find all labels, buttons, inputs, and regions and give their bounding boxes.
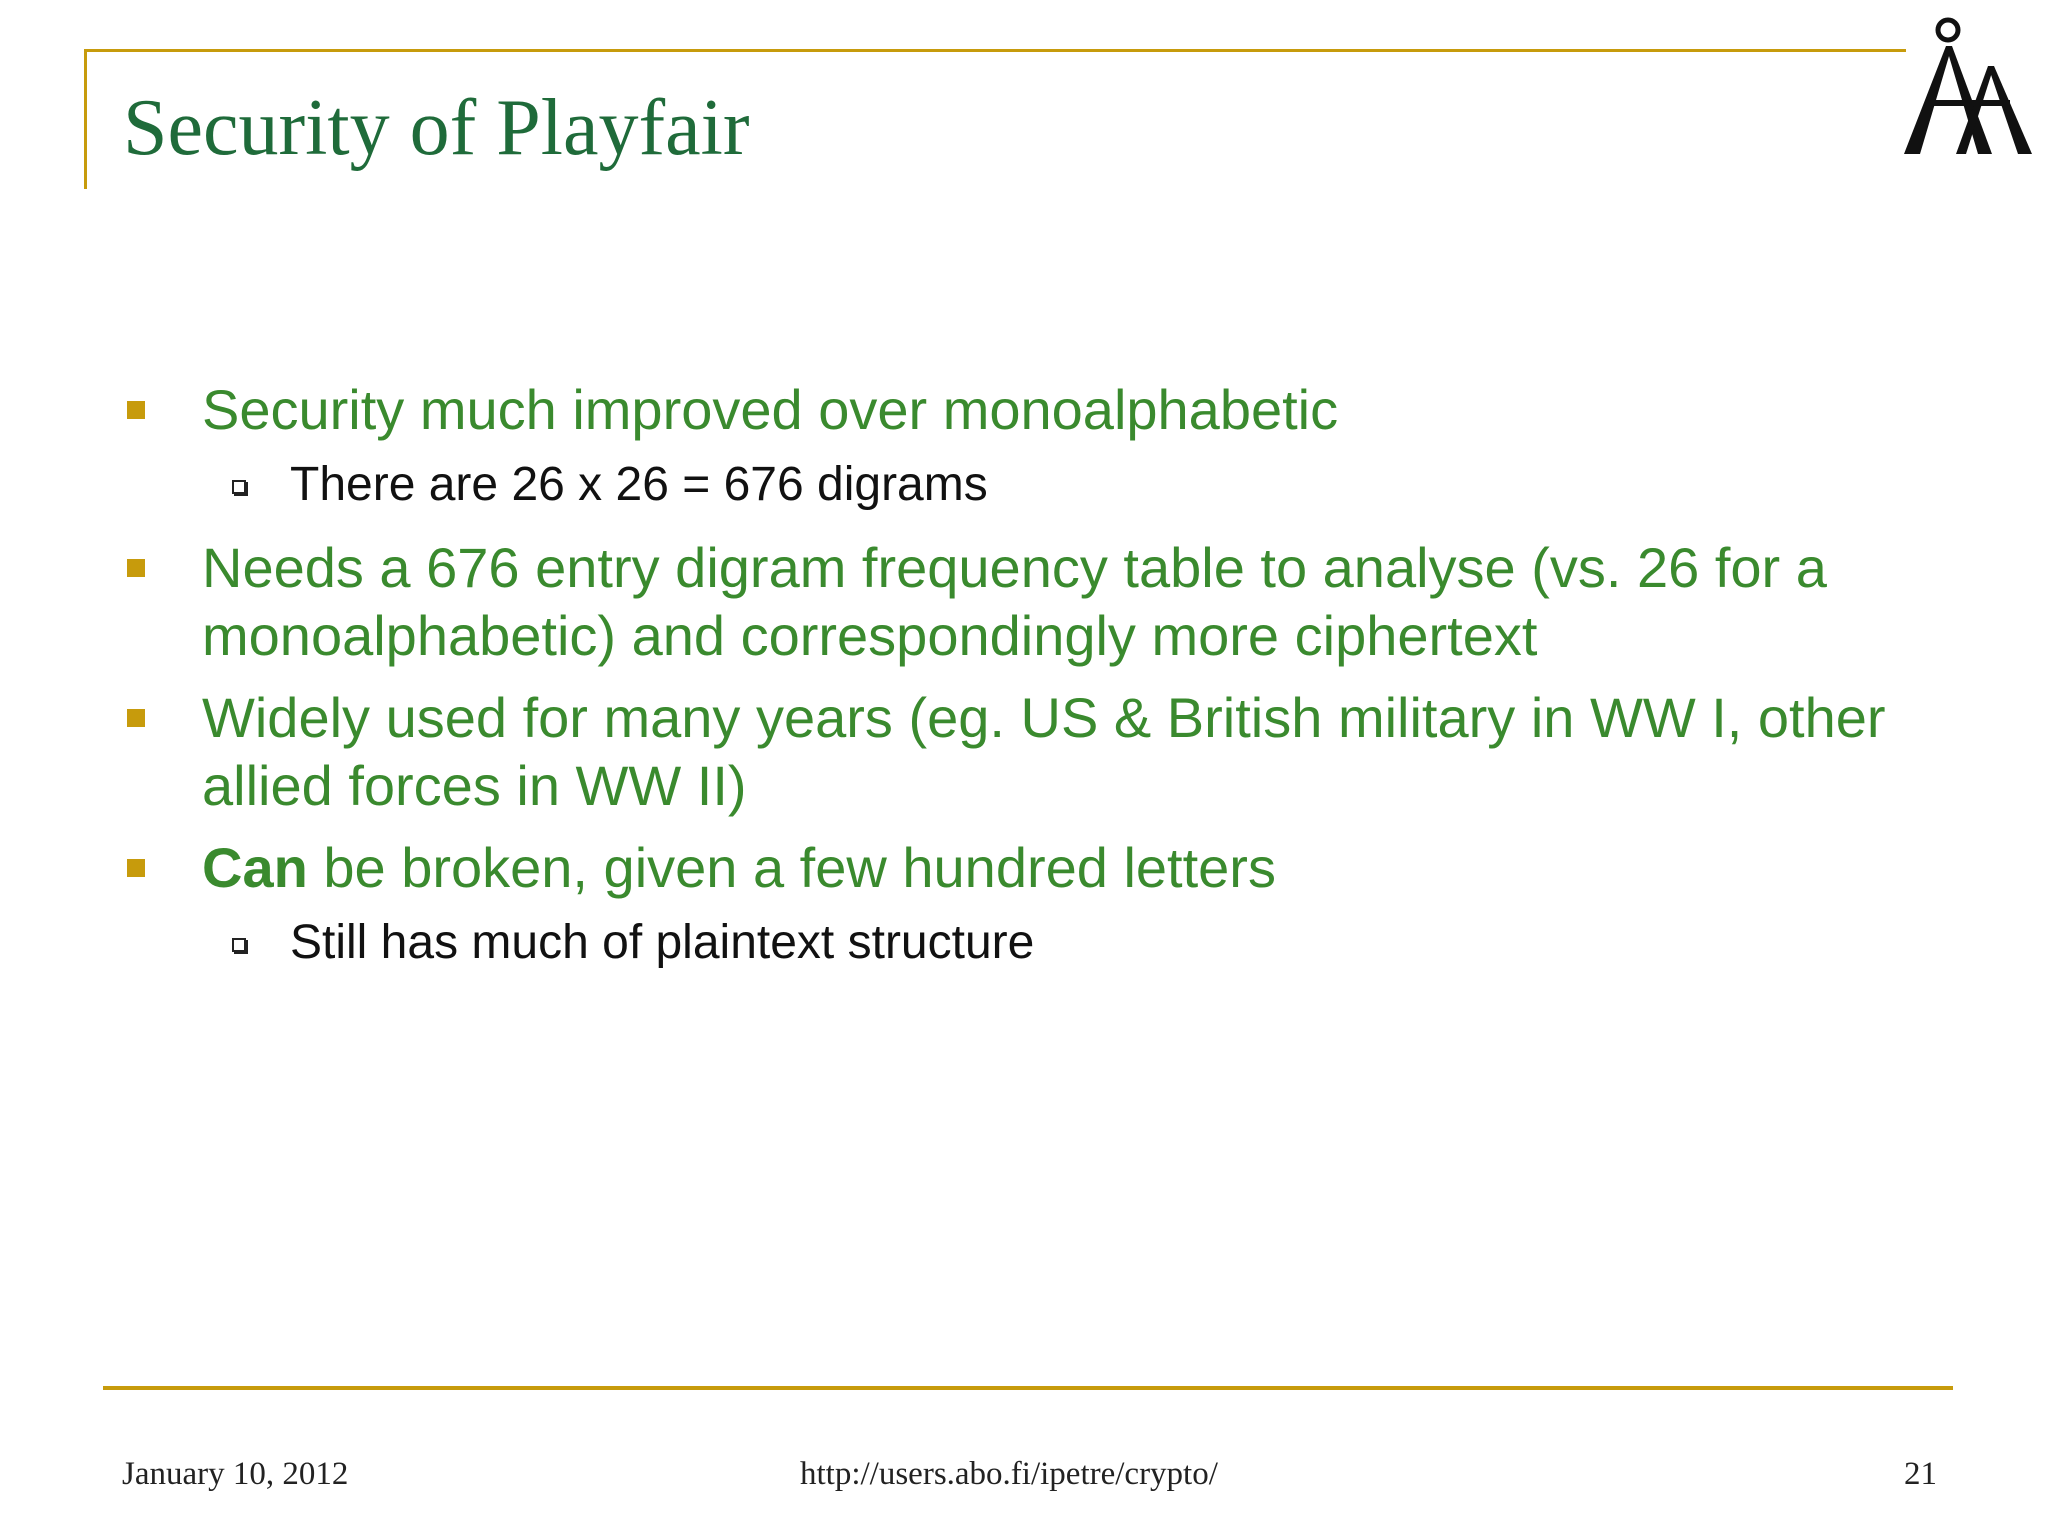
bullet-text-rest: be broken, given a few hundred letters bbox=[307, 836, 1276, 899]
title-top-rule bbox=[84, 49, 1906, 52]
sub-bullet-text: There are 26 x 26 = 676 digrams bbox=[290, 458, 988, 511]
sub-bullet-item bbox=[232, 914, 1932, 972]
bullet-text-line-2: allied forces in WW II) bbox=[202, 754, 747, 817]
footer-rule bbox=[103, 1386, 1953, 1390]
bullet-text-line-1: Widely used for many years (eg. US & British military in WW I, other bbox=[202, 686, 1886, 749]
bullet-item bbox=[127, 684, 1947, 820]
footer-date: January 10, 2012 bbox=[122, 1456, 349, 1492]
slide-title: Security of Playfair bbox=[123, 84, 750, 172]
logo-ring bbox=[1938, 20, 1958, 40]
university-logo-icon bbox=[1900, 16, 2036, 160]
square-bullet-icon bbox=[127, 709, 145, 727]
bullet-text bbox=[202, 834, 1942, 902]
logo-crossbar bbox=[1926, 100, 2010, 106]
sub-bullet-text: Still has much of plaintext structure bbox=[290, 916, 1035, 969]
bullet-text-line-1: Needs a 676 entry digram frequency table to analyse (vs. 26 for a bbox=[202, 536, 1827, 599]
footer-url: http://users.abo.fi/ipetre/crypto/ bbox=[800, 1456, 1218, 1492]
sub-bullet-item bbox=[232, 456, 1932, 514]
square-bullet-icon bbox=[127, 401, 145, 419]
hollow-square-bullet-icon bbox=[232, 938, 246, 952]
square-bullet-icon bbox=[127, 859, 145, 877]
bullet-item bbox=[127, 534, 1947, 670]
hollow-square-bullet-icon bbox=[232, 480, 246, 494]
bullet-text: Security much improved over monoalphabetic bbox=[202, 378, 1339, 441]
bullet-item bbox=[127, 376, 1947, 444]
bullet-text-line-2: monoalphabetic) and correspondingly more ciphertext bbox=[202, 604, 1538, 667]
page-number: 21 bbox=[1904, 1456, 1937, 1492]
bullet-emphasis: Can bbox=[202, 836, 308, 899]
title-left-rule bbox=[84, 49, 87, 189]
logo-right-a-right-leg bbox=[1988, 66, 2032, 154]
square-bullet-icon bbox=[127, 559, 145, 577]
bullet-item bbox=[127, 834, 1947, 902]
